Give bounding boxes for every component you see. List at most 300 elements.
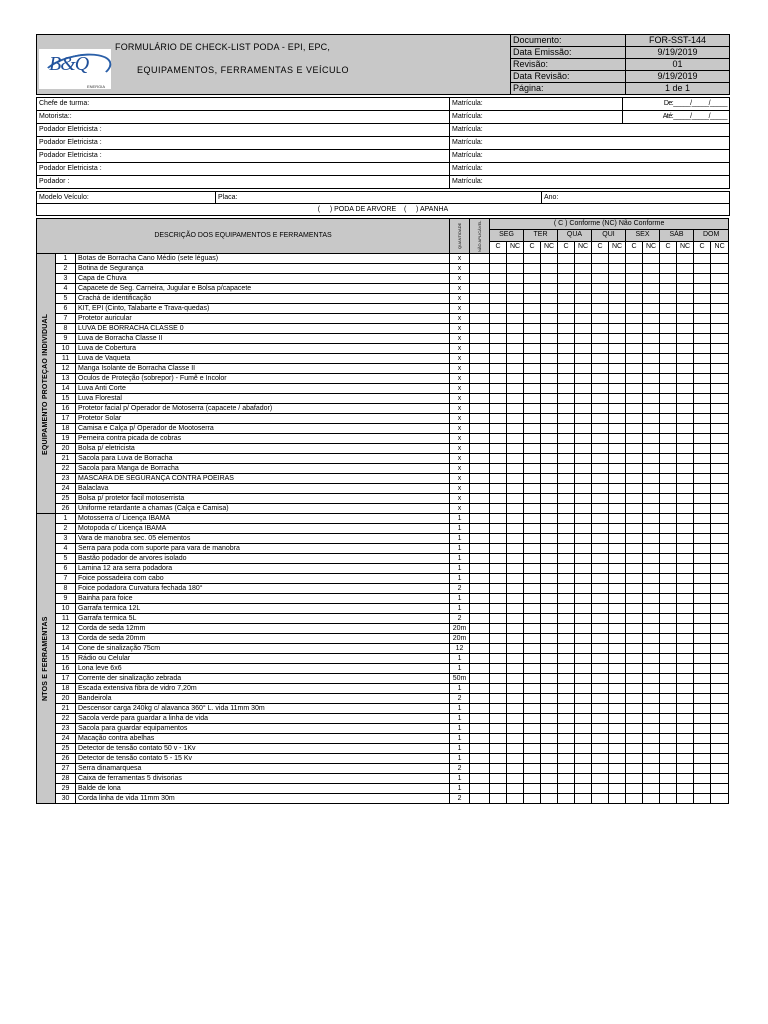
nao-conforme-cell[interactable] [541,384,558,394]
conforme-cell[interactable] [490,434,507,444]
nao-conforme-cell[interactable] [541,664,558,674]
nao-conforme-cell[interactable] [677,364,694,374]
staff-field-label[interactable]: Podador Eletricista : [37,137,450,150]
nao-conforme-cell[interactable] [541,634,558,644]
conforme-cell[interactable] [660,314,677,324]
nao-conforme-cell[interactable] [677,794,694,804]
conforme-cell[interactable] [524,554,541,564]
conforme-cell[interactable] [558,724,575,734]
conforme-cell[interactable] [592,704,609,714]
nao-conforme-cell[interactable] [541,504,558,514]
conforme-cell[interactable] [524,674,541,684]
conforme-cell[interactable] [490,664,507,674]
nao-conforme-cell[interactable] [711,724,729,734]
nao-conforme-cell[interactable] [575,464,592,474]
conforme-cell[interactable] [694,384,711,394]
nao-conforme-cell[interactable] [643,694,660,704]
conforme-cell[interactable] [558,674,575,684]
conforme-cell[interactable] [524,784,541,794]
conforme-cell[interactable] [558,314,575,324]
nao-conforme-cell[interactable] [643,364,660,374]
conforme-cell[interactable] [660,674,677,684]
conforme-cell[interactable] [694,704,711,714]
conforme-cell[interactable] [490,764,507,774]
conforme-cell[interactable] [694,514,711,524]
nao-conforme-cell[interactable] [507,544,524,554]
nao-conforme-cell[interactable] [507,324,524,334]
conforme-cell[interactable] [490,514,507,524]
nao-conforme-cell[interactable] [575,654,592,664]
nao-conforme-cell[interactable] [711,534,729,544]
nao-conforme-cell[interactable] [541,744,558,754]
nao-conforme-cell[interactable] [541,444,558,454]
nao-conforme-cell[interactable] [643,574,660,584]
nao-conforme-cell[interactable] [507,694,524,704]
conforme-cell[interactable] [694,584,711,594]
nao-conforme-cell[interactable] [711,344,729,354]
conforme-cell[interactable] [694,434,711,444]
nao-conforme-cell[interactable] [677,494,694,504]
conforme-cell[interactable] [558,694,575,704]
conforme-cell[interactable] [524,414,541,424]
conforme-cell[interactable] [490,614,507,624]
conforme-cell[interactable] [694,744,711,754]
conforme-cell[interactable] [660,344,677,354]
nao-conforme-cell[interactable] [507,684,524,694]
nao-conforme-cell[interactable] [575,544,592,554]
nao-conforme-cell[interactable] [677,534,694,544]
conforme-cell[interactable] [592,514,609,524]
nao-conforme-cell[interactable] [507,394,524,404]
not-applicable-cell[interactable] [470,774,490,784]
conforme-cell[interactable] [592,694,609,704]
nao-conforme-cell[interactable] [609,294,626,304]
conforme-cell[interactable] [558,284,575,294]
conforme-cell[interactable] [626,554,643,564]
registration-label[interactable]: Matrícula: [450,98,623,111]
conforme-cell[interactable] [592,754,609,764]
nao-conforme-cell[interactable] [643,734,660,744]
conforme-cell[interactable] [660,304,677,314]
nao-conforme-cell[interactable] [609,264,626,274]
nao-conforme-cell[interactable] [677,434,694,444]
nao-conforme-cell[interactable] [541,374,558,384]
conforme-cell[interactable] [558,744,575,754]
nao-conforme-cell[interactable] [711,414,729,424]
conforme-cell[interactable] [524,704,541,714]
conforme-cell[interactable] [626,394,643,404]
nao-conforme-cell[interactable] [643,504,660,514]
conforme-cell[interactable] [490,554,507,564]
conforme-cell[interactable] [558,304,575,314]
conforme-cell[interactable] [490,784,507,794]
conforme-cell[interactable] [694,684,711,694]
nao-conforme-cell[interactable] [541,414,558,424]
conforme-cell[interactable] [660,404,677,414]
nao-conforme-cell[interactable] [609,404,626,414]
conforme-cell[interactable] [490,724,507,734]
nao-conforme-cell[interactable] [609,334,626,344]
nao-conforme-cell[interactable] [541,274,558,284]
nao-conforme-cell[interactable] [711,674,729,684]
not-applicable-cell[interactable] [470,364,490,374]
conforme-cell[interactable] [558,494,575,504]
nao-conforme-cell[interactable] [609,324,626,334]
conforme-cell[interactable] [694,304,711,314]
nao-conforme-cell[interactable] [677,584,694,594]
conforme-cell[interactable] [660,444,677,454]
conforme-cell[interactable] [626,374,643,384]
nao-conforme-cell[interactable] [575,684,592,694]
conforme-cell[interactable] [626,714,643,724]
nao-conforme-cell[interactable] [643,584,660,594]
nao-conforme-cell[interactable] [575,674,592,684]
nao-conforme-cell[interactable] [575,364,592,374]
conforme-cell[interactable] [592,534,609,544]
nao-conforme-cell[interactable] [575,454,592,464]
conforme-cell[interactable] [524,394,541,404]
nao-conforme-cell[interactable] [677,484,694,494]
not-applicable-cell[interactable] [470,324,490,334]
not-applicable-cell[interactable] [470,594,490,604]
conforme-cell[interactable] [592,724,609,734]
conforme-cell[interactable] [592,254,609,264]
nao-conforme-cell[interactable] [643,414,660,424]
conforme-cell[interactable] [592,684,609,694]
conforme-cell[interactable] [626,254,643,264]
nao-conforme-cell[interactable] [677,644,694,654]
conforme-cell[interactable] [694,544,711,554]
conforme-cell[interactable] [490,364,507,374]
conforme-cell[interactable] [694,464,711,474]
nao-conforme-cell[interactable] [677,604,694,614]
conforme-cell[interactable] [660,414,677,424]
not-applicable-cell[interactable] [470,464,490,474]
conforme-cell[interactable] [694,294,711,304]
nao-conforme-cell[interactable] [711,794,729,804]
conforme-cell[interactable] [626,344,643,354]
conforme-cell[interactable] [626,594,643,604]
not-applicable-cell[interactable] [470,444,490,454]
nao-conforme-cell[interactable] [643,784,660,794]
not-applicable-cell[interactable] [470,404,490,414]
conforme-cell[interactable] [490,304,507,314]
conforme-cell[interactable] [490,774,507,784]
nao-conforme-cell[interactable] [575,434,592,444]
nao-conforme-cell[interactable] [643,764,660,774]
conforme-cell[interactable] [660,734,677,744]
nao-conforme-cell[interactable] [711,484,729,494]
conforme-cell[interactable] [558,714,575,724]
nao-conforme-cell[interactable] [609,664,626,674]
nao-conforme-cell[interactable] [609,764,626,774]
nao-conforme-cell[interactable] [507,474,524,484]
conforme-cell[interactable] [558,534,575,544]
nao-conforme-cell[interactable] [575,744,592,754]
conforme-cell[interactable] [626,434,643,444]
conforme-cell[interactable] [660,454,677,464]
conforme-cell[interactable] [490,394,507,404]
conforme-cell[interactable] [660,754,677,764]
nao-conforme-cell[interactable] [643,754,660,764]
nao-conforme-cell[interactable] [711,554,729,564]
conforme-cell[interactable] [592,564,609,574]
conforme-cell[interactable] [490,564,507,574]
conforme-cell[interactable] [626,414,643,424]
conforme-cell[interactable] [524,644,541,654]
conforme-cell[interactable] [490,374,507,384]
conforme-cell[interactable] [524,594,541,604]
not-applicable-cell[interactable] [470,744,490,754]
conforme-cell[interactable] [660,464,677,474]
nao-conforme-cell[interactable] [541,614,558,624]
nao-conforme-cell[interactable] [575,394,592,404]
conforme-cell[interactable] [626,724,643,734]
nao-conforme-cell[interactable] [507,464,524,474]
conforme-cell[interactable] [626,424,643,434]
not-applicable-cell[interactable] [470,564,490,574]
conforme-cell[interactable] [558,374,575,384]
conforme-cell[interactable] [626,574,643,584]
conforme-cell[interactable] [592,714,609,724]
nao-conforme-cell[interactable] [643,714,660,724]
conforme-cell[interactable] [694,394,711,404]
conforme-cell[interactable] [558,564,575,574]
nao-conforme-cell[interactable] [711,744,729,754]
activity-selector[interactable]: ( ) PODA DE ARVORE ( ) APANHA [37,204,730,216]
conforme-cell[interactable] [660,514,677,524]
conforme-cell[interactable] [558,334,575,344]
conforme-cell[interactable] [490,714,507,724]
nao-conforme-cell[interactable] [609,354,626,364]
nao-conforme-cell[interactable] [609,384,626,394]
conforme-cell[interactable] [490,654,507,664]
nao-conforme-cell[interactable] [507,314,524,324]
conforme-cell[interactable] [694,614,711,624]
nao-conforme-cell[interactable] [541,774,558,784]
conforme-cell[interactable] [626,634,643,644]
conforme-cell[interactable] [592,674,609,684]
conforme-cell[interactable] [490,584,507,594]
conforme-cell[interactable] [490,284,507,294]
conforme-cell[interactable] [660,284,677,294]
nao-conforme-cell[interactable] [541,754,558,764]
conforme-cell[interactable] [626,564,643,574]
conforme-cell[interactable] [558,754,575,764]
conforme-cell[interactable] [524,764,541,774]
nao-conforme-cell[interactable] [711,504,729,514]
conforme-cell[interactable] [490,294,507,304]
nao-conforme-cell[interactable] [677,504,694,514]
conforme-cell[interactable] [490,604,507,614]
conforme-cell[interactable] [626,284,643,294]
conforme-cell[interactable] [660,424,677,434]
conforme-cell[interactable] [694,424,711,434]
not-applicable-cell[interactable] [470,664,490,674]
not-applicable-cell[interactable] [470,754,490,764]
conforme-cell[interactable] [626,294,643,304]
nao-conforme-cell[interactable] [677,524,694,534]
nao-conforme-cell[interactable] [541,764,558,774]
conforme-cell[interactable] [626,494,643,504]
nao-conforme-cell[interactable] [609,644,626,654]
conforme-cell[interactable] [524,274,541,284]
nao-conforme-cell[interactable] [677,734,694,744]
nao-conforme-cell[interactable] [677,544,694,554]
conforme-cell[interactable] [660,554,677,564]
conforme-cell[interactable] [524,664,541,674]
nao-conforme-cell[interactable] [609,474,626,484]
nao-conforme-cell[interactable] [643,794,660,804]
conforme-cell[interactable] [524,604,541,614]
nao-conforme-cell[interactable] [677,744,694,754]
conforme-cell[interactable] [694,534,711,544]
conforme-cell[interactable] [592,394,609,404]
nao-conforme-cell[interactable] [677,574,694,584]
not-applicable-cell[interactable] [470,544,490,554]
nao-conforme-cell[interactable] [677,464,694,474]
conforme-cell[interactable] [592,364,609,374]
conforme-cell[interactable] [592,354,609,364]
nao-conforme-cell[interactable] [575,784,592,794]
conforme-cell[interactable] [592,554,609,564]
nao-conforme-cell[interactable] [541,524,558,534]
conforme-cell[interactable] [592,634,609,644]
conforme-cell[interactable] [592,784,609,794]
nao-conforme-cell[interactable] [609,374,626,384]
nao-conforme-cell[interactable] [575,724,592,734]
conforme-cell[interactable] [524,694,541,704]
conforme-cell[interactable] [626,334,643,344]
conforme-cell[interactable] [558,544,575,554]
nao-conforme-cell[interactable] [711,334,729,344]
nao-conforme-cell[interactable] [609,604,626,614]
conforme-cell[interactable] [524,794,541,804]
not-applicable-cell[interactable] [470,504,490,514]
conforme-cell[interactable] [490,694,507,704]
conforme-cell[interactable] [524,504,541,514]
conforme-cell[interactable] [694,574,711,584]
conforme-cell[interactable] [524,584,541,594]
nao-conforme-cell[interactable] [575,574,592,584]
not-applicable-cell[interactable] [470,574,490,584]
nao-conforme-cell[interactable] [711,354,729,364]
not-applicable-cell[interactable] [470,614,490,624]
conforme-cell[interactable] [524,444,541,454]
conforme-cell[interactable] [626,404,643,414]
conforme-cell[interactable] [626,534,643,544]
conforme-cell[interactable] [592,644,609,654]
nao-conforme-cell[interactable] [609,704,626,714]
staff-field-label[interactable]: Podador : [37,176,450,189]
nao-conforme-cell[interactable] [711,584,729,594]
nao-conforme-cell[interactable] [711,324,729,334]
conforme-cell[interactable] [694,454,711,464]
conforme-cell[interactable] [592,504,609,514]
conforme-cell[interactable] [592,494,609,504]
conforme-cell[interactable] [694,734,711,744]
conforme-cell[interactable] [626,454,643,464]
conforme-cell[interactable] [524,374,541,384]
conforme-cell[interactable] [558,614,575,624]
conforme-cell[interactable] [524,774,541,784]
conforme-cell[interactable] [558,254,575,264]
nao-conforme-cell[interactable] [575,274,592,284]
nao-conforme-cell[interactable] [711,284,729,294]
conforme-cell[interactable] [592,384,609,394]
nao-conforme-cell[interactable] [541,564,558,574]
nao-conforme-cell[interactable] [643,434,660,444]
staff-field-label[interactable]: Podador Eletricista : [37,163,450,176]
conforme-cell[interactable] [558,644,575,654]
not-applicable-cell[interactable] [470,554,490,564]
conforme-cell[interactable] [694,364,711,374]
conforme-cell[interactable] [626,584,643,594]
nao-conforme-cell[interactable] [677,294,694,304]
conforme-cell[interactable] [524,314,541,324]
conforme-cell[interactable] [660,264,677,274]
nao-conforme-cell[interactable] [677,564,694,574]
nao-conforme-cell[interactable] [643,534,660,544]
conforme-cell[interactable] [694,254,711,264]
conforme-cell[interactable] [490,504,507,514]
conforme-cell[interactable] [626,674,643,684]
conforme-cell[interactable] [558,604,575,614]
nao-conforme-cell[interactable] [677,654,694,664]
nao-conforme-cell[interactable] [711,694,729,704]
nao-conforme-cell[interactable] [575,644,592,654]
conforme-cell[interactable] [626,264,643,274]
conforme-cell[interactable] [694,414,711,424]
conforme-cell[interactable] [558,354,575,364]
nao-conforme-cell[interactable] [507,574,524,584]
conforme-cell[interactable] [558,274,575,284]
nao-conforme-cell[interactable] [677,704,694,714]
conforme-cell[interactable] [490,384,507,394]
conforme-cell[interactable] [592,294,609,304]
nao-conforme-cell[interactable] [541,594,558,604]
nao-conforme-cell[interactable] [541,334,558,344]
nao-conforme-cell[interactable] [643,464,660,474]
nao-conforme-cell[interactable] [609,754,626,764]
nao-conforme-cell[interactable] [575,694,592,704]
nao-conforme-cell[interactable] [541,534,558,544]
not-applicable-cell[interactable] [470,254,490,264]
nao-conforme-cell[interactable] [575,314,592,324]
nao-conforme-cell[interactable] [677,474,694,484]
conforme-cell[interactable] [558,414,575,424]
nao-conforme-cell[interactable] [643,564,660,574]
nao-conforme-cell[interactable] [643,704,660,714]
conforme-cell[interactable] [660,294,677,304]
nao-conforme-cell[interactable] [643,634,660,644]
not-applicable-cell[interactable] [470,534,490,544]
nao-conforme-cell[interactable] [575,524,592,534]
nao-conforme-cell[interactable] [541,464,558,474]
nao-conforme-cell[interactable] [575,764,592,774]
conforme-cell[interactable] [660,504,677,514]
nao-conforme-cell[interactable] [507,764,524,774]
conforme-cell[interactable] [558,454,575,464]
nao-conforme-cell[interactable] [677,314,694,324]
conforme-cell[interactable] [660,624,677,634]
conforme-cell[interactable] [592,524,609,534]
conforme-cell[interactable] [524,404,541,414]
nao-conforme-cell[interactable] [677,384,694,394]
conforme-cell[interactable] [592,324,609,334]
nao-conforme-cell[interactable] [711,654,729,664]
conforme-cell[interactable] [490,424,507,434]
